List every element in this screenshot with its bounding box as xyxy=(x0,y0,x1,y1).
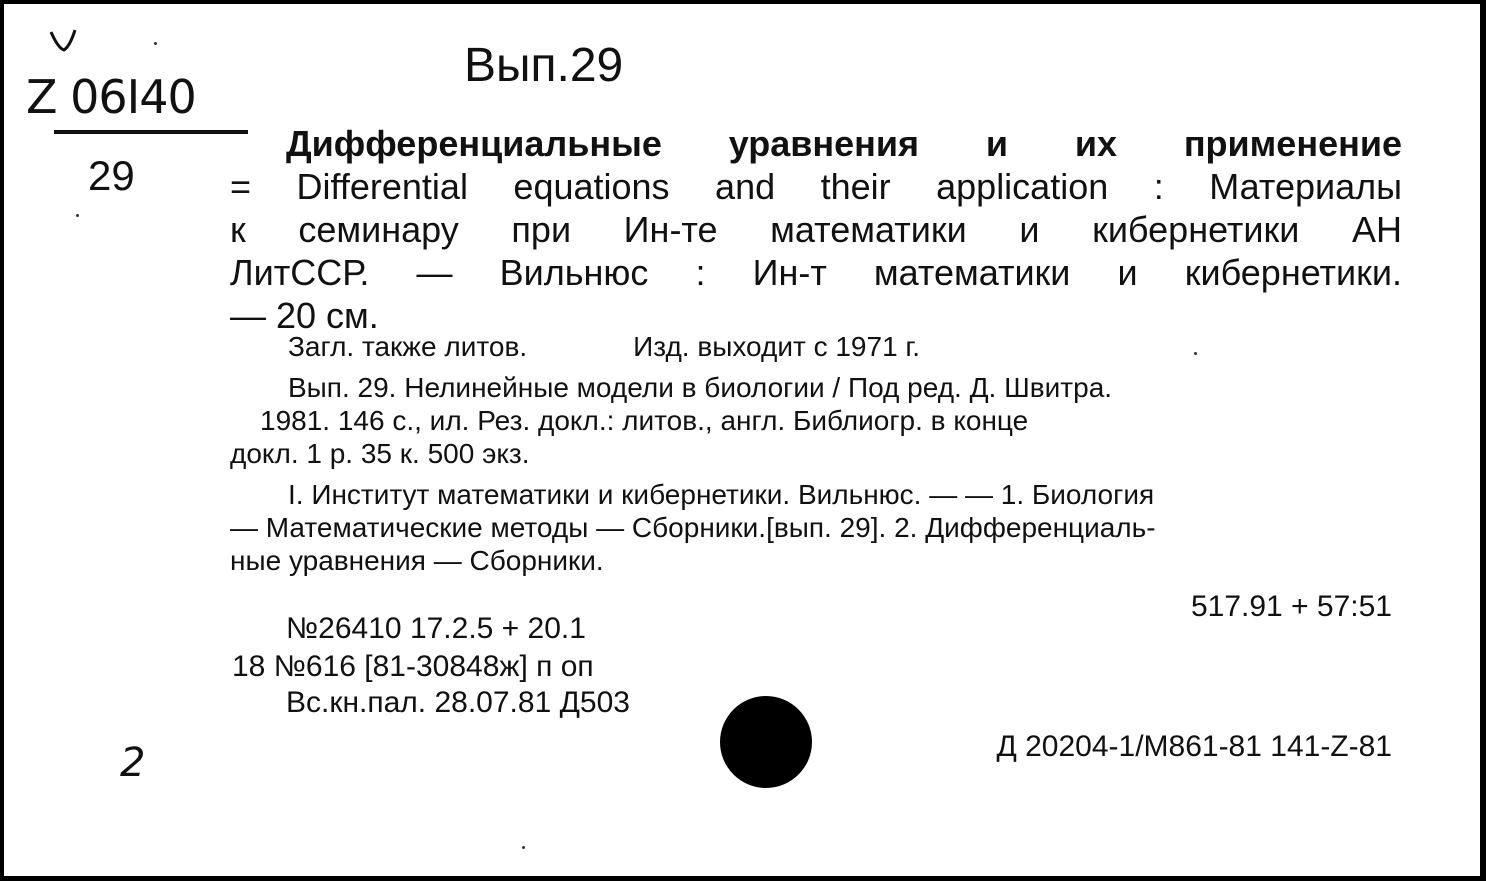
classification-code: 517.91 + 57:51 xyxy=(1190,590,1392,623)
entry-line: к семинару при Ин-те математики и кибернетики АН xyxy=(230,209,1402,250)
subject-line: I. Институт математики и кибернетики. Вильнюс. — — 1. Биология xyxy=(288,479,1155,510)
volume-line: 1981. 146 с., ил. Рез. докл.: литов., англ. Библиогр. в конце xyxy=(260,405,1029,436)
entry-line: — 20 см. xyxy=(230,295,379,336)
subject-line: — Математические методы — Сборники.[вып. 29]. 2. Дифференциаль- xyxy=(230,512,1156,543)
registration-line: 18 №616 [81-30848ж] п оп xyxy=(232,650,594,683)
handwritten-page-number: 2 xyxy=(120,740,146,786)
entry-line: = Differential equations and their application : Материалы xyxy=(230,166,1402,207)
speck xyxy=(522,846,525,849)
entry-line: ЛитССР. — Вильнюс : Ин-т математики и кибернетики. xyxy=(230,252,1402,293)
call-number: Z 06I40 xyxy=(26,70,196,124)
registration-line: №26410 17.2.5 + 20.1 xyxy=(286,612,586,645)
volume-line: Вып. 29. Нелинейные модели в биологии / Под ред. Д. Швитра. xyxy=(288,372,1113,403)
entry-title: Дифференциальные уравнения и их применение xyxy=(286,123,1402,164)
speck xyxy=(154,42,157,45)
catalog-card xyxy=(4,4,1480,876)
entry-title-line xyxy=(230,122,1402,165)
note-since: Изд. выходит с 1971 г. xyxy=(633,331,920,362)
volume-number: 29 xyxy=(88,152,135,199)
volume-line: докл. 1 р. 35 к. 500 экз. xyxy=(230,438,530,469)
punch-hole-icon xyxy=(720,696,812,788)
main-entry xyxy=(230,122,1402,337)
speck xyxy=(1194,352,1197,355)
speck xyxy=(76,214,79,217)
note-language: Загл. также литов. xyxy=(288,331,528,362)
note-line xyxy=(230,330,1402,363)
call-number-underline xyxy=(54,130,248,134)
printing-code: Д 20204-1/М861-81 141-Z-81 xyxy=(996,730,1392,763)
registration-line: Вс.кн.пал. 28.07.81 Д503 xyxy=(286,686,630,719)
handwritten-check-icon xyxy=(48,28,78,68)
issue-heading: Вып.29 xyxy=(464,39,624,92)
subject-line: ные уравнения — Сборники. xyxy=(230,545,604,576)
notes-block xyxy=(230,330,1402,577)
